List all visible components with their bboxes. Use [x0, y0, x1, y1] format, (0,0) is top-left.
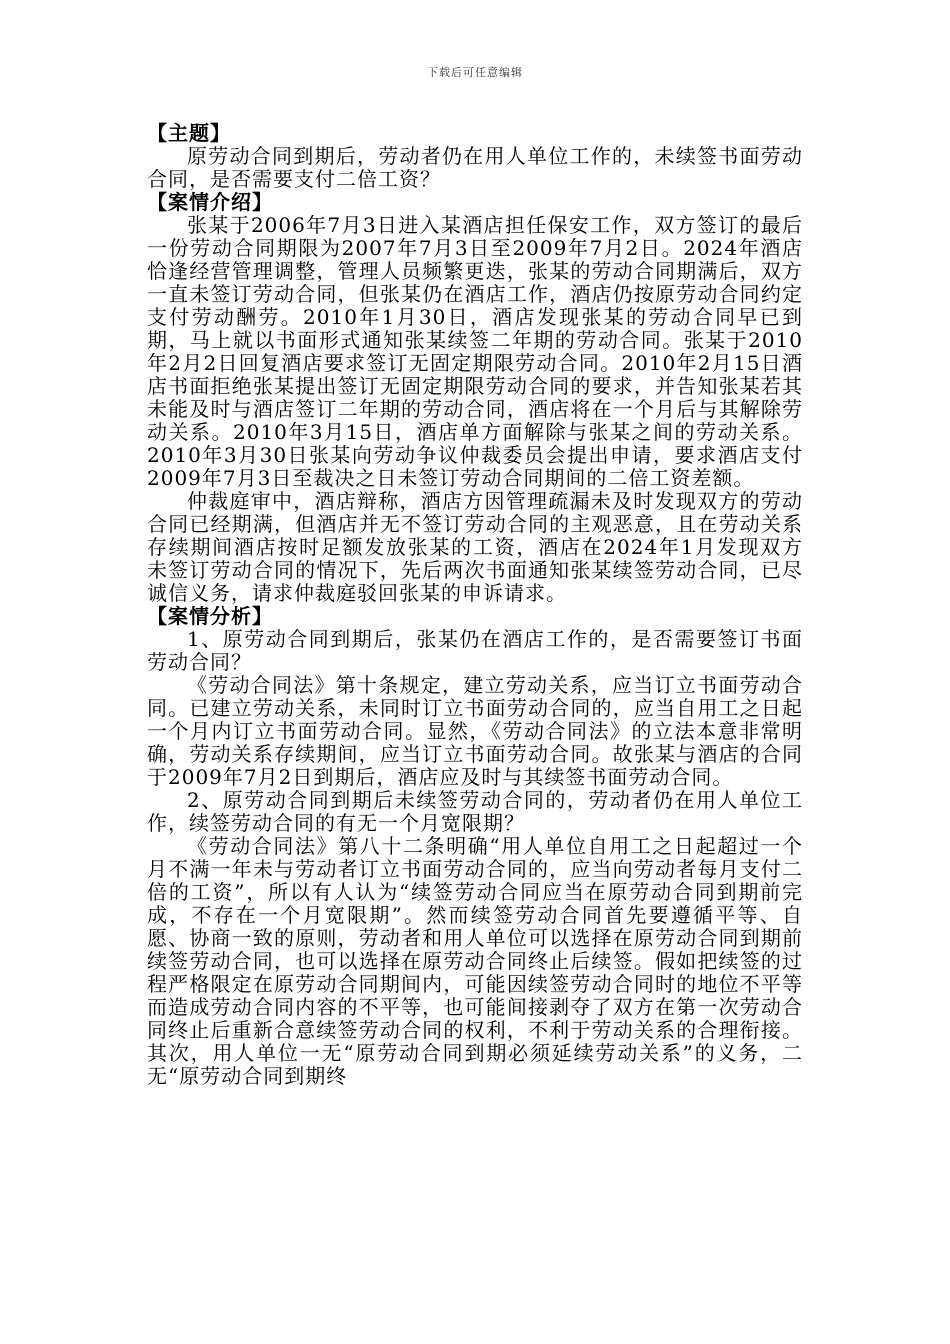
analysis-question-1: 1、原劳动合同到期后，张某仍在酒店工作的，是否需要签订书面劳动合同？ [147, 627, 803, 674]
analysis-heading: 【案情分析】 [147, 604, 273, 628]
analysis-paragraph-1: 《劳动合同法》第十条规定，建立劳动关系，应当订立书面劳动合同。已建立劳动关系，未同时订立书面劳动合同的，应当自用工之日起一个月内订立书面劳动合同。显然，《劳动合同法》的立法本意非常明确，劳动关系存续期间，应当订立书面劳动合同。故张某与酒店的合同于2009年7月2日到期后，酒店应及时与其续签书面劳动合同。 [147, 673, 803, 789]
document-body [147, 122, 803, 1088]
topic-paragraph: 原劳动合同到期后，劳动者仍在用人单位工作的，未续签书面劳动合同，是否需要支付二倍工资？ [147, 144, 803, 191]
page-header-note: 下载后可任意编辑 [427, 66, 523, 79]
case-intro-heading: 【案情介绍】 [147, 190, 273, 214]
analysis-question-2: 2、原劳动合同到期后未续签劳动合同的，劳动者仍在用人单位工作，续签劳动合同的有无一个月宽限期？ [147, 788, 803, 835]
case-intro-paragraph-2: 仲裁庭审中，酒店辩称，酒店方因管理疏漏未及时发现双方的劳动合同已经期满，但酒店并无不签订劳动合同的主观恶意，且在劳动关系存续期间酒店按时足额发放张某的工资，酒店在2024年1月发现双方未签订劳动合同的情况下，先后两次书面通知张某续签劳动合同，已尽诚信义务，请求仲裁庭驳回张某的申诉请求。 [147, 489, 803, 605]
case-intro-paragraph-1: 张某于2006年7月3日进入某酒店担任保安工作，双方签订的最后一份劳动合同期限为2007年7月3日至2009年7月2日。2024年酒店恰逢经营管理调整，管理人员频繁更迭，张某的劳动合同期满后，双方一直未签订劳动合同，但张某仍在酒店工作，酒店仍按原劳动合同约定支付劳动酬劳。2010年1月30日，酒店发现张某的劳动合同早已到期，马上就以书面形式通知张某续签二年期的劳动合同。张某于2010年2月2日回复酒店要求签订无固定期限劳动合同。2010年2月15日酒店书面拒绝张某提出签订无固定期限劳动合同的要求，并告知张某若其未能及时与酒店签订二年期的劳动合同，酒店将在一个月后与其解除劳动关系。2010年3月15日，酒店单方面解除与张某之间的劳动关系。2010年3月30日张某向劳动争议仲裁委员会提出申请，要求酒店支付2009年7月3日至裁决之日未签订劳动合同期间的二倍工资差额。 [147, 213, 803, 490]
topic-heading: 【主题】 [147, 121, 231, 145]
analysis-paragraph-2: 《劳动合同法》第八十二条明确“用人单位自用工之日起超过一个月不满一年未与劳动者订立书面劳动合同的，应当向劳动者每月支付二倍的工资”，所以有人认为“续签劳动合同应当在原劳动合同到期前完成，不存在一个月宽限期”。然而续签劳动合同首先要遵循平等、自愿、协商一致的原则，劳动者和用人单位可以选择在原劳动合同到期前续签劳动合同，也可以选择在原劳动合同终止后续签。假如把续签的过程严格限定在原劳动合同期间内，可能因续签劳动合同时的地位不平等而造成劳动合同内容的不平等，也可能间接剥夺了双方在第一次劳动合同终止后重新合意续签劳动合同的权利，不利于劳动关系的合理衔接。其次，用人单位一无“原劳动合同到期必须延续劳动关系”的义务，二无“原劳动合同到期终 [147, 834, 803, 1088]
